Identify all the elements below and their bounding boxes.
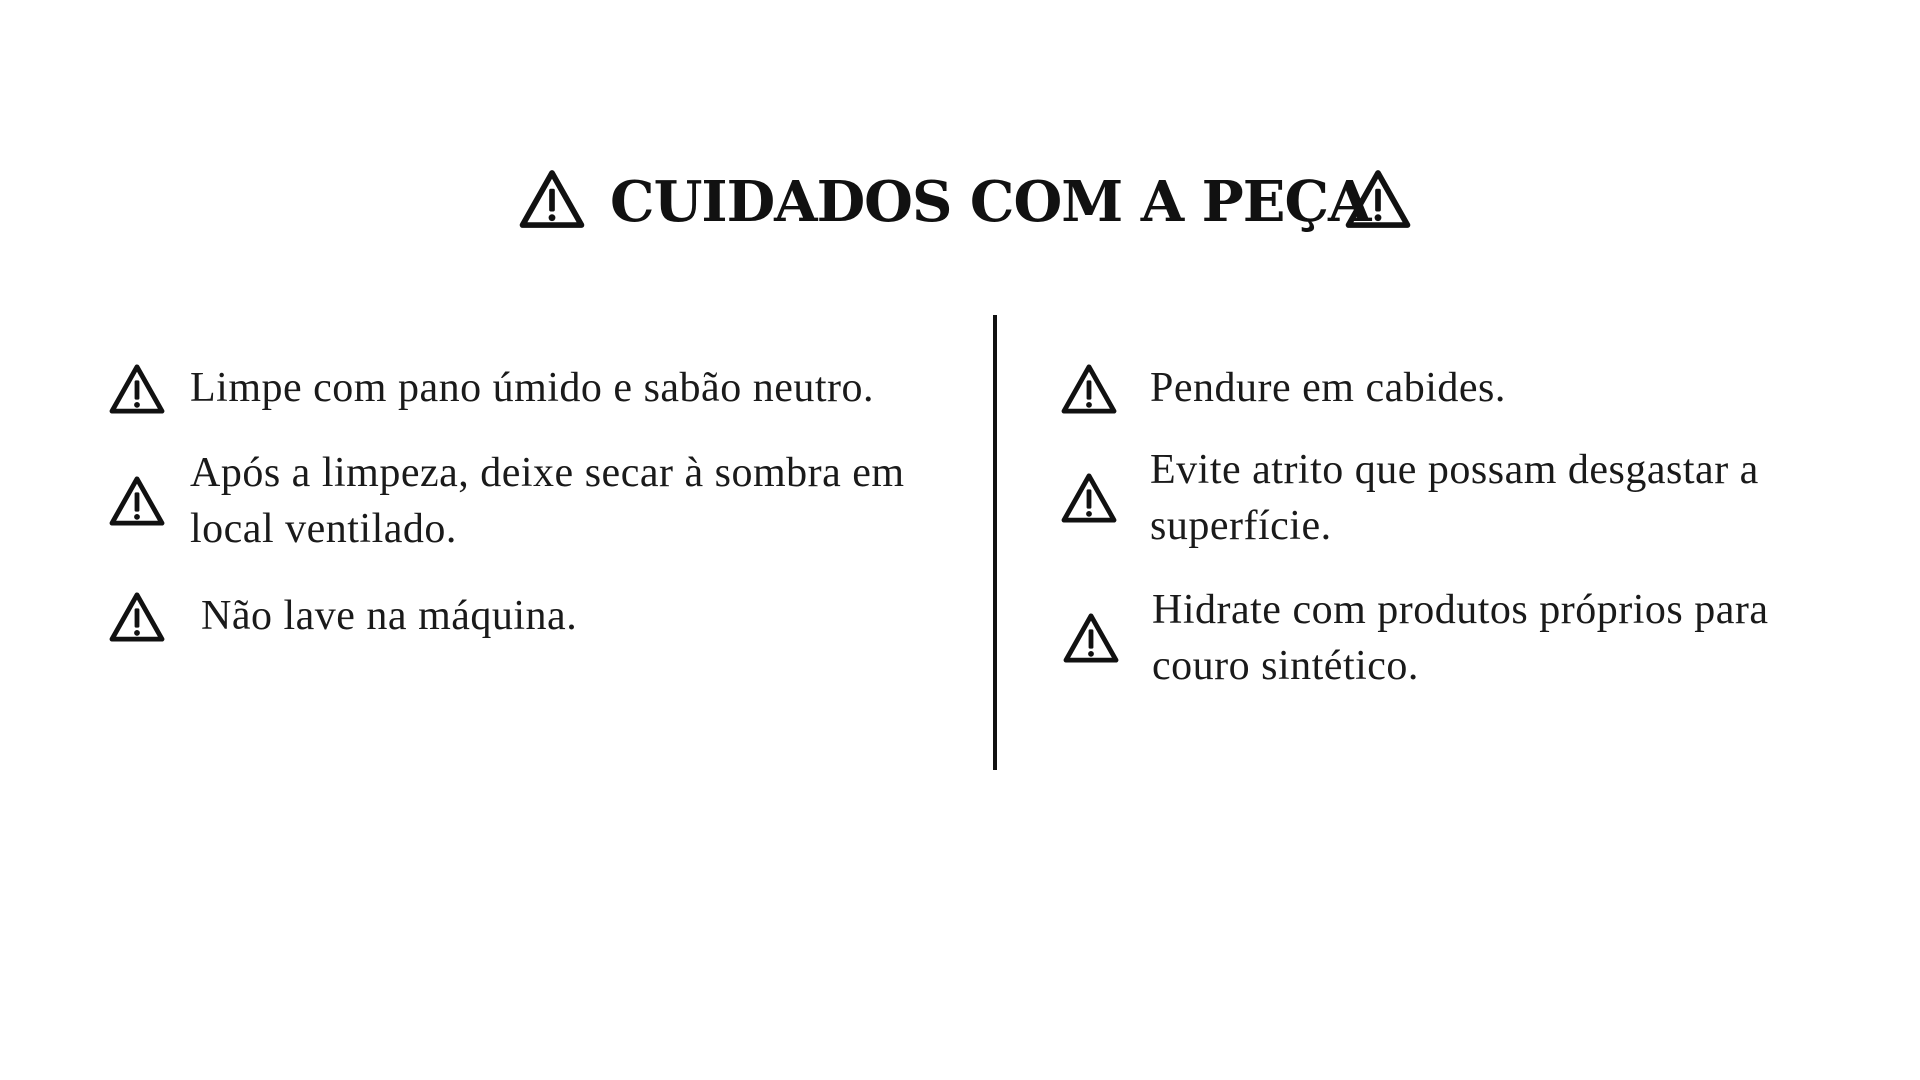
- care-item-text: Hidrate com produtos próprios para couro sintético.: [1152, 587, 1769, 689]
- warning-icon: [108, 591, 166, 643]
- care-item-text: Pendure em cabides.: [1150, 365, 1506, 411]
- warning-icon: [1060, 472, 1118, 524]
- care-item-text: Limpe com pano úmido e sabão neutro.: [190, 365, 874, 411]
- care-item-text: Após a limpeza, deixe secar à sombra em local ventilado.: [190, 450, 905, 552]
- warning-icon: [1060, 363, 1118, 415]
- column-divider: [993, 315, 997, 770]
- warning-icon: [108, 475, 166, 527]
- care-item-text: Evite atrito que possam desgastar a superfície.: [1150, 447, 1759, 549]
- warning-icon: [1062, 612, 1120, 664]
- page-title: CUIDADOS COM A PEÇA: [610, 169, 1371, 235]
- page-header: [0, 158, 1920, 248]
- warning-icon: [518, 168, 586, 230]
- warning-icon: [1344, 168, 1412, 230]
- warning-icon: [108, 363, 166, 415]
- care-item-text: Não lave na máquina.: [190, 593, 578, 639]
